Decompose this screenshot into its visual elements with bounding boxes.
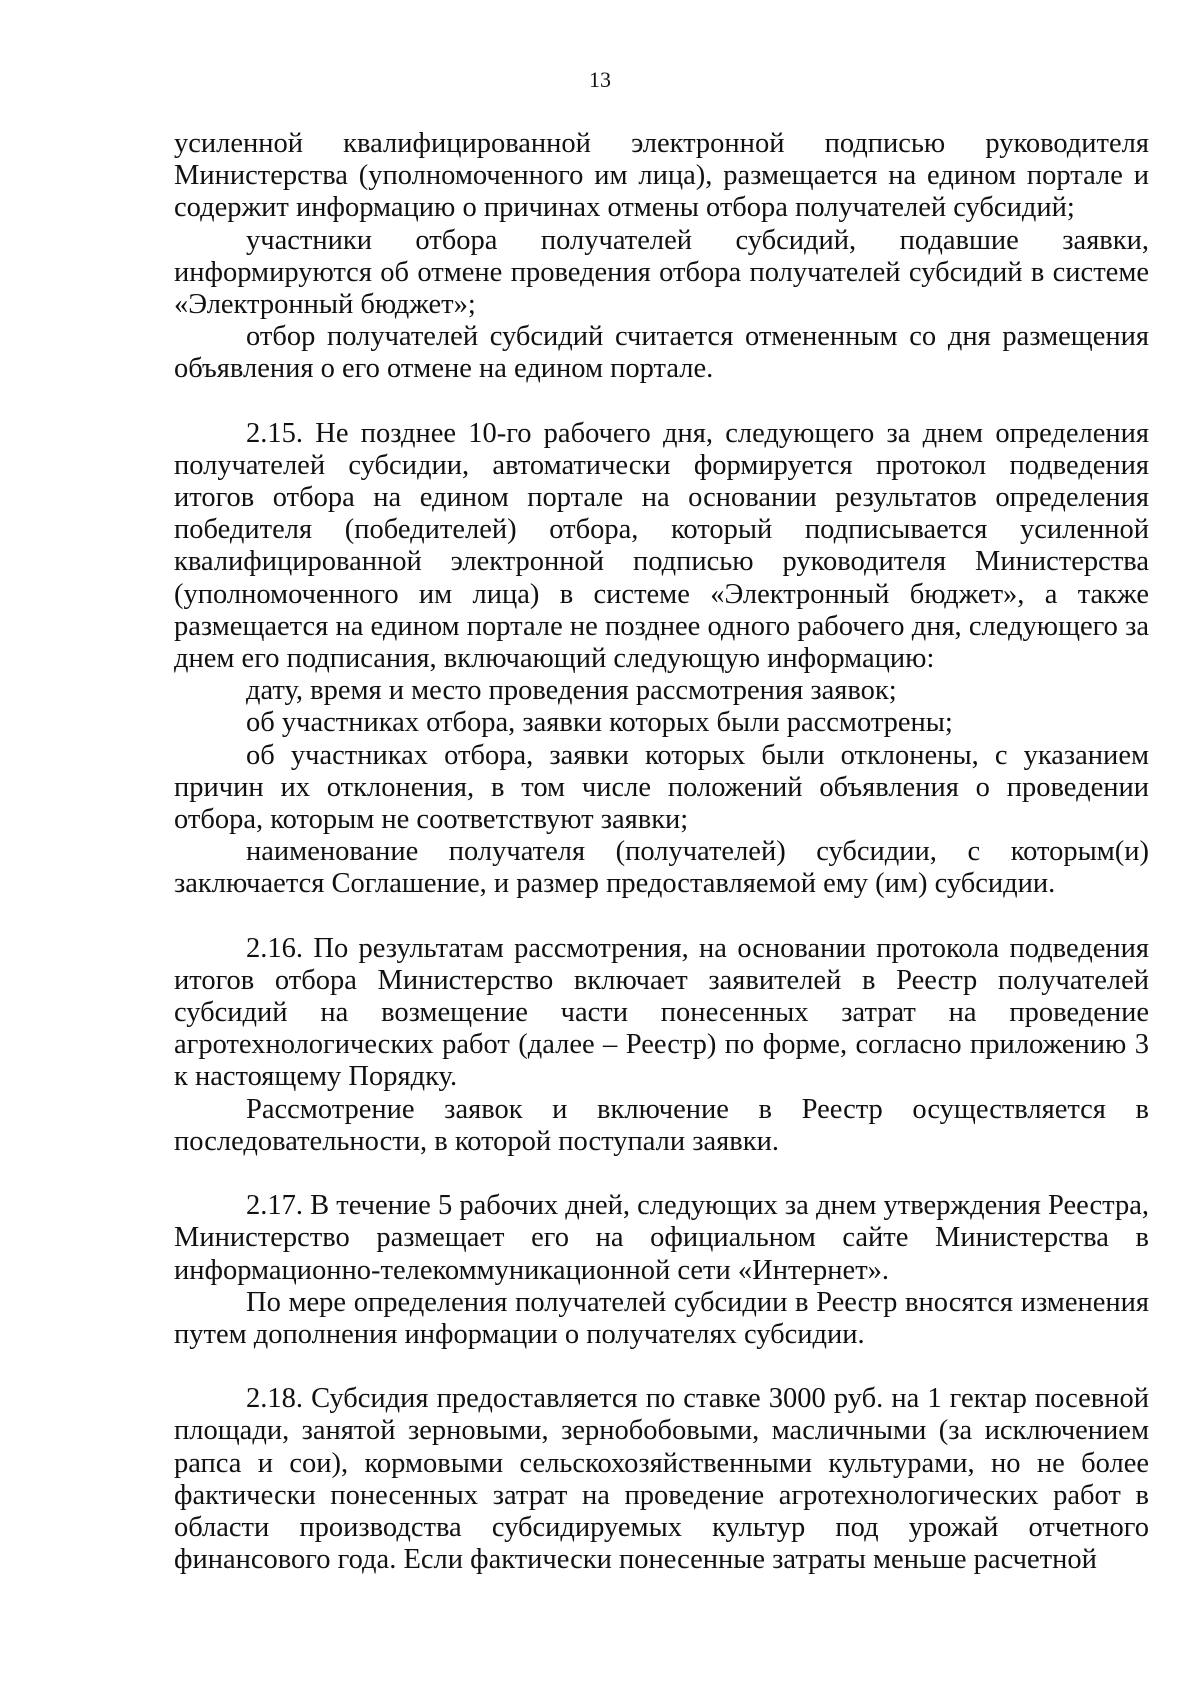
section-2-17-paragraph: 2.17. В течение 5 рабочих дней, следующих за днем утверждения Реестра, Министерство размещает его на официальном сайте Министерства в информационно-телекоммуникационной сети «Интернет». bbox=[174, 1190, 1149, 1286]
document-body bbox=[174, 128, 1149, 1576]
paragraph: отбор получателей субсидий считается отмененным со дня размещения объявления о его отмене на едином портале. bbox=[174, 321, 1149, 385]
list-item: об участниках отбора, заявки которых были рассмотрены; bbox=[246, 707, 953, 739]
section-2-16-paragraph: 2.16. По результатам рассмотрения, на основании протокола подведения итогов отбора Министерство включает заявителей в Реестр получателей субсидий на возмещение части понесенных затрат на проведение агротехнологических работ (далее – Реестр) по форме, согласно приложению 3 к настоящему Порядку. bbox=[174, 932, 1149, 1093]
section-2-18-paragraph: 2.18. Субсидия предоставляется по ставке 3000 руб. на 1 гектар посевной площади, занятой зерновыми, зернобобовыми, масличными (за исключением рапса и сои), кормовыми сельскохозяйственными культурами, но не более фактически понесенных затрат на проведение агротехнологических работ в области производства субсидируемых культур под урожай отчетного финансового года. Если фактически понесенные затраты меньше расчетной bbox=[174, 1383, 1149, 1576]
paragraph: участники отбора получателей субсидий, подавшие заявки, информируются об отмене проведения отбора получателей субсидий в системе «Электронный бюджет»; bbox=[174, 224, 1149, 321]
paragraph: усиленной квалифицированной электронной подписью руководителя Министерства (уполномоченного им лица), размещается на едином портале и содержит информацию о причинах отмены отбора получателей субсидий; bbox=[174, 128, 1149, 224]
list-item: дату, время и место проведения рассмотрения заявок; bbox=[246, 675, 897, 707]
paragraph: Рассмотрение заявок и включение в Реестр осуществляется в последовательности, в которой поступали заявки. bbox=[174, 1093, 1149, 1157]
section-2-15-paragraph: 2.15. Не позднее 10-го рабочего дня, следующего за днем определения получателей субсидии, автоматически формируется протокол подведения итогов отбора на едином портале на основании результатов определения победителя (победителей) отбора, который подписывается усиленной квалифицированной электронной подписью руководителя Министерства (уполномоченного им лица) в системе «Электронный бюджет», а также размещается на едином портале не позднее одного рабочего дня, следующего за днем его подписания, включающий следующую информацию: bbox=[174, 417, 1149, 675]
list-item: наименование получателя (получателей) субсидии, с которым(и) заключается Соглашение, и размер предоставляемой ему (им) субсидии. bbox=[174, 836, 1149, 900]
paragraph: По мере определения получателей субсидии в Реестр вносятся изменения путем дополнения информации о получателях субсидии. bbox=[174, 1286, 1149, 1350]
list-item: об участниках отбора, заявки которых были отклонены, с указанием причин их отклонения, в том числе положений объявления о проведении отбора, которым не соответствуют заявки; bbox=[174, 739, 1149, 836]
page-number: 13 bbox=[589, 67, 611, 92]
